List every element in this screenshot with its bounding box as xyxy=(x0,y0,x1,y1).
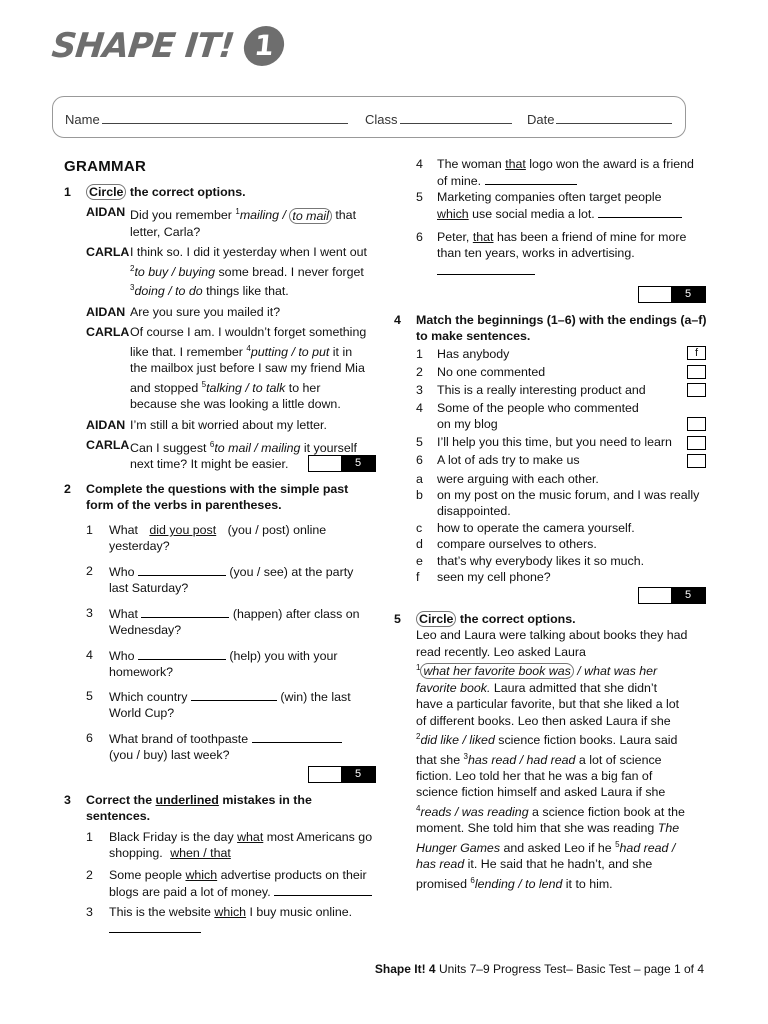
match-beginning: 1 Has anybody xyxy=(416,347,510,361)
answer-blank[interactable] xyxy=(437,262,535,275)
dialogue-line: AIDAN Are you sure you mailed it? xyxy=(86,304,281,319)
match-ending: e that’s why everybody likes it so much. xyxy=(416,554,645,568)
date-field[interactable]: Date xyxy=(527,111,672,127)
answer-box[interactable] xyxy=(687,436,706,450)
ex3-instruction: 3 Correct the underlined mistakes in the sentences. xyxy=(64,793,312,824)
dialogue-line: CARLA I think so. I did it yesterday when I went out $^2$to buy / buying some bread. I never forget $^3$doing / to do things like that. xyxy=(86,245,367,299)
answer-blank[interactable] xyxy=(485,172,577,185)
ex3-item: 6 Peter, that has been a friend of mine for more than ten years, works in advertising. xyxy=(416,229,716,279)
answer-blank[interactable] xyxy=(141,605,229,618)
ex5-instruction: 5 Circle the correct options. xyxy=(394,612,576,626)
ex2-item: 6 What brand of toothpaste (you / buy) last week? xyxy=(86,730,386,764)
logo-text: SHAPE IT! xyxy=(49,26,236,66)
answer-blank[interactable]: when / that xyxy=(170,846,231,861)
answer-blank[interactable] xyxy=(191,688,277,701)
section-title: GRAMMAR xyxy=(64,158,147,175)
ex3-item: 3 This is the website which I buy music online. xyxy=(86,904,386,938)
class-field[interactable]: Class xyxy=(365,111,512,127)
match-beginning: 6 A lot of ads try to make us xyxy=(416,453,580,467)
match-ending: d compare ourselves to others. xyxy=(416,537,597,551)
student-info-box xyxy=(52,96,686,138)
dialogue-line: CARLA Can I suggest $^6$to mail / mailing it yourself next time? It might be easier. xyxy=(86,437,357,472)
score-box: 5 xyxy=(308,766,376,783)
ex3-item: 2 Some people which advertise products on their blogs are paid a lot of money. xyxy=(86,867,386,901)
score-box: 5 xyxy=(638,286,706,303)
dialogue-line: AIDAN Did you remember $^1$mailing / to mail that letter, Carla? xyxy=(86,205,357,239)
ex2-item: 1 What did you post (you / post) online yesterday? xyxy=(86,523,327,554)
ex3-item: 4 The woman that logo won the award is a friend of mine. xyxy=(416,157,694,189)
score-box: 5 xyxy=(308,455,376,472)
dialogue-line: CARLA Of course I am. I wouldn’t forget something like that. I remember $^4$putting / to put it in the mailbox just before I saw my friend Mia and stopped $^5$talking / to talk to her because she was looking a little down. xyxy=(86,325,367,412)
logo xyxy=(50,26,286,66)
answer-box[interactable] xyxy=(687,383,706,397)
dialogue-line: AIDAN I’m still a bit worried about my letter. xyxy=(86,417,327,432)
logo-number: 1 xyxy=(241,26,285,66)
answer-blank[interactable] xyxy=(138,647,226,660)
answer-blank[interactable] xyxy=(109,920,201,933)
match-ending: a were arguing with each other. xyxy=(416,472,599,486)
match-ending: c how to operate the camera yourself. xyxy=(416,521,635,535)
ex4-instruction: 4 Match the beginnings (1–6) with the endings (a–f) to make sentences. xyxy=(394,313,707,344)
answer-box[interactable]: f xyxy=(687,346,706,360)
page-footer: Shape It! 4 Units 7–9 Progress Test– Basic Test – page 1 of 4 xyxy=(374,962,704,976)
ex2-instruction: 2 Complete the questions with the simple past form of the verbs in parentheses. xyxy=(64,482,349,513)
answer-blank[interactable] xyxy=(274,883,372,896)
answer-blank[interactable] xyxy=(252,730,342,743)
match-ending: b on my post on the music forum, and I was really disappointed. xyxy=(416,488,700,519)
match-beginning: 2 No one commented xyxy=(416,365,546,379)
name-field[interactable]: Name xyxy=(65,111,348,127)
ex1-instruction: 1 Circle the correct options. xyxy=(64,185,246,199)
answer-box[interactable] xyxy=(687,417,706,431)
answer-box[interactable] xyxy=(687,365,706,379)
ex2-item: 3 What (happen) after class on Wednesday? xyxy=(86,606,360,638)
answer-blank[interactable]: did you post xyxy=(149,523,217,537)
ex2-item: 5 Which country (win) the last World Cup? xyxy=(86,689,351,721)
match-beginning: 5 I’ll help you this time, but you need to learn xyxy=(416,435,672,449)
answer-box[interactable] xyxy=(687,454,706,468)
ex2-item: 2 Who (you / see) at the party last Saturday? xyxy=(86,564,354,596)
exercise-5 xyxy=(394,611,714,892)
exercise-2 xyxy=(64,481,394,514)
ex3-item: 5 Marketing companies often target people which use social media a lot. xyxy=(416,189,716,223)
match-ending: f seen my cell phone? xyxy=(416,570,551,584)
ex2-item: 4 Who (help) you with your homework? xyxy=(86,648,338,680)
exercise-1 xyxy=(64,184,394,473)
ex3-item: 1 Black Friday is the day what most Americans go shopping. when / that xyxy=(86,830,373,861)
answer-blank[interactable] xyxy=(138,563,226,576)
answer-blank[interactable] xyxy=(598,205,682,218)
score-box: 5 xyxy=(638,587,706,604)
ex5-passage: Leo and Laura were talking about books they had read recently. Leo asked Laura $^1$ what her favorite book was / what was her favorite book. Laura admitted that she didn’t have a particular favorite, but that she liked a lot of different books. Leo then asked Laura if she $^2$did like / liked science fiction books. Laura said that she $^3$has read / had read a lot of science fiction. Leo told her that he was a big fan of science fiction himself and asked Laura if she $^4$reads / was reading a science fiction book at the moment. She told him that she was reading The Hunger Games and asked Leo if he $^5$had read / has read it. He said that he hadn’t, and she promised $^6$lending / to lend it to him. xyxy=(416,628,688,891)
match-beginning: 4 Some of the people who commented on my blog xyxy=(416,401,639,432)
match-beginning: 3 This is a really interesting product and xyxy=(416,383,646,397)
